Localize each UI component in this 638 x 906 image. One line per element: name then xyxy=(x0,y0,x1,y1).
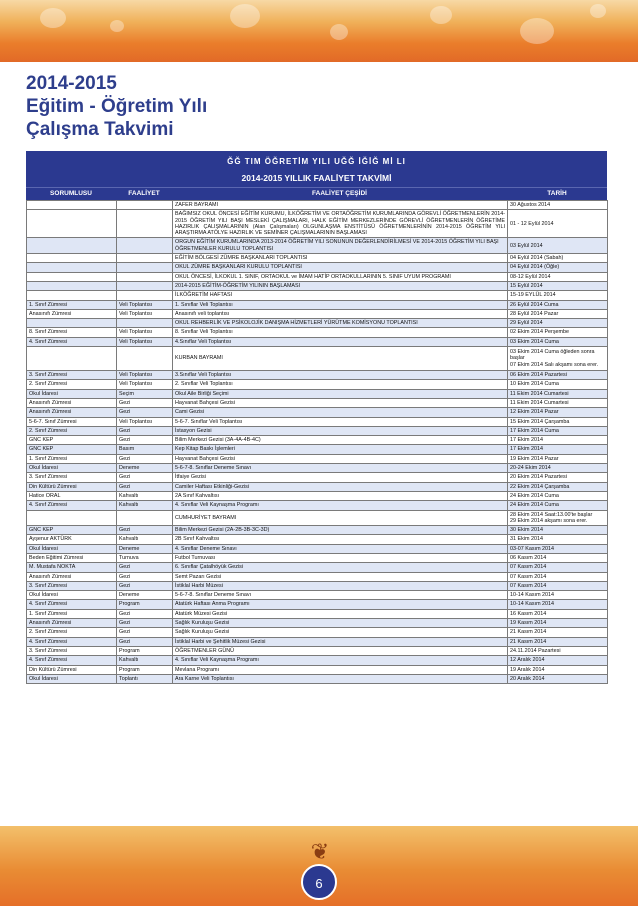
cell-date: 21 Kasım 2014 xyxy=(508,637,608,646)
table-row xyxy=(27,674,608,683)
cell-activity-type: EĞİTİM BÖLGESİ ZÜMRE BAŞKANLARI TOPLANTISI xyxy=(173,254,508,263)
cell-activity-type: 2B Sınıf Kahvaltısı xyxy=(173,535,508,544)
cell-activity-type: Anasınıfı veli toplantısı xyxy=(173,309,508,318)
table-row xyxy=(27,201,608,210)
cell-activity-type: Bilim Merkezi Gezisi (2A-2B-3B-3C-3D) xyxy=(173,526,508,535)
cell-date: 03 Eylül 2014 xyxy=(508,238,608,254)
cell-responsible: Anasınıfı Zümresi xyxy=(27,572,117,581)
table-row xyxy=(27,380,608,389)
cell-activity: Gezi xyxy=(117,581,173,590)
cell-responsible: 4. Sınıf Zümresi xyxy=(27,637,117,646)
table-row xyxy=(27,501,608,510)
cell-activity xyxy=(117,281,173,290)
table-row xyxy=(27,526,608,535)
cell-activity: Veli Toplantısı xyxy=(117,300,173,309)
cell-activity-type: 1. Sınıflar Veli Toplantısı xyxy=(173,300,508,309)
cell-activity-type: 3.Sınıflar Veli Toplantısı xyxy=(173,371,508,380)
table-row xyxy=(27,600,608,609)
cell-activity-type: CUMHURİYET BAYRAMI xyxy=(173,510,508,526)
cell-activity-type: 2. Sınıflar Veli Toplantısı xyxy=(173,380,508,389)
table-row xyxy=(27,572,608,581)
cell-activity-type: BAĞIMSIZ OKUL ÖNCESİ EĞİTİM KURUMU, İLKÖĞRETİM VE ORTAÖĞRETİM KURUMLARINDA GÖREVLİ ÖĞRETMENLERİN 2014-2015 ÖĞRETİM YILI BAŞI MESLEKİ ÇALIŞMALARI, HALK EĞİTİM MERKEZLERİNDE GÖREVLİ ÖĞRETMENLERİN ÖĞRETİME HAZIRLIK ÇALIŞMALARININ (Alan Çalışmaları) OLGUNLAŞMA ENSTİTÜSÜ ÖĞRETMENLERİNİN 2014-2015 ÖĞRETİM YILI ARAŞTIRMA ATÖLYE HAZIRLIK VE SEMİNER ÇALIŞMALARININ BAŞLAMASI xyxy=(173,210,508,238)
cell-activity: Kahvaltı xyxy=(117,656,173,665)
table-row xyxy=(27,436,608,445)
cell-activity: Program xyxy=(117,646,173,655)
activity-calendar-table xyxy=(26,151,607,684)
cell-activity-type: OKUL REHBERLİK VE PSİKOLOJİK DANIŞMA HİZMETLERİ YÜRÜTME KOMİSYONU TOPLANTISI xyxy=(173,319,508,328)
cell-activity: Gezi xyxy=(117,619,173,628)
table-row xyxy=(27,454,608,463)
table-row xyxy=(27,319,608,328)
cell-date: 03 Ekim 2014 Cuma xyxy=(508,337,608,346)
cell-activity: Basım xyxy=(117,445,173,454)
cell-activity-type: Hayvanat Bahçesi Gezisi xyxy=(173,398,508,407)
cell-activity-type: 4. Sınıflar Deneme Sınavı xyxy=(173,544,508,553)
table-row xyxy=(27,408,608,417)
cell-responsible xyxy=(27,238,117,254)
cell-date: 22 Ekim 2014 Çarşamba xyxy=(508,482,608,491)
cell-date: 03-07 Kasım 2014 xyxy=(508,544,608,553)
top-decorative-banner xyxy=(0,0,638,62)
cell-activity: Gezi xyxy=(117,454,173,463)
cell-activity-type: İstasyon Gezisi xyxy=(173,426,508,435)
table-row xyxy=(27,300,608,309)
cell-responsible: Okul İdaresi xyxy=(27,389,117,398)
cell-responsible: Okul İdaresi xyxy=(27,674,117,683)
cell-responsible: GNC KEP xyxy=(27,445,117,454)
cell-activity-type: 5-6-7-8. Sınıflar Deneme Sınavı xyxy=(173,591,508,600)
cell-activity-type: 2014-2015 EĞİTİM-ÖĞRETİM YILININ BAŞLAMASI xyxy=(173,281,508,290)
cell-activity-type: Sağlık Kuruluşu Gezisi xyxy=(173,619,508,628)
cell-date: 11 Ekim 2014 Cumartesi xyxy=(508,389,608,398)
cell-responsible: Din Kültürü Zümresi xyxy=(27,482,117,491)
cell-responsible xyxy=(27,263,117,272)
col-header-activity: FAALİYET xyxy=(128,190,160,197)
cell-activity: Gezi xyxy=(117,426,173,435)
cell-activity xyxy=(117,272,173,281)
cell-date: 07 Kasım 2014 xyxy=(508,572,608,581)
table-row xyxy=(27,491,608,500)
cell-activity-type: Semt Pazarı Gezisi xyxy=(173,572,508,581)
cell-activity: Gezi xyxy=(117,436,173,445)
cell-responsible: Din Kültürü Zümresi xyxy=(27,665,117,674)
cell-responsible: Ayşenur AKTÜRK xyxy=(27,535,117,544)
cell-responsible: 4. Sınıf Zümresi xyxy=(27,656,117,665)
cell-activity: Gezi xyxy=(117,408,173,417)
cell-responsible: Okul İdaresi xyxy=(27,591,117,600)
cell-activity xyxy=(117,263,173,272)
col-header-responsible: SORUMLUSU xyxy=(50,190,92,197)
cell-responsible: Anasınıfı Zümresi xyxy=(27,619,117,628)
cell-activity: Gezi xyxy=(117,572,173,581)
cell-date: 24.11.2014 Pazartesi xyxy=(508,646,608,655)
cell-responsible xyxy=(27,291,117,300)
cell-activity-type: ZAFER BAYRAMI xyxy=(173,201,508,210)
table-row xyxy=(27,482,608,491)
cell-responsible: GNC KEP xyxy=(27,526,117,535)
table-row xyxy=(27,238,608,254)
cell-responsible xyxy=(27,347,117,371)
cell-activity: Toplantı xyxy=(117,674,173,683)
cell-date: 17 Ekim 2014 Cuma xyxy=(508,426,608,435)
cell-responsible: 5-6-7. Sınıf Zümresi xyxy=(27,417,117,426)
cell-activity-type: İstiklal Harbi ve Şehitlik Müzesi Gezisi xyxy=(173,637,508,646)
cell-responsible: 2. Sınıf Zümresi xyxy=(27,426,117,435)
table-row xyxy=(27,473,608,482)
cell-responsible xyxy=(27,319,117,328)
cell-activity-type: İstiklal Harbi Müzesi xyxy=(173,581,508,590)
table-row xyxy=(27,609,608,618)
cell-activity-type: OKUL ÖNCESİ, İLKOKUL 1. SINIF, ORTAOKUL ve İMAM HATİP ORTAOKULLARININ 5. SINIF UYUM PROGRAMI xyxy=(173,272,508,281)
cell-responsible: Anasınıfı Zümresi xyxy=(27,309,117,318)
cell-activity-type: İtfaiye Gezisi xyxy=(173,473,508,482)
cell-responsible xyxy=(27,510,117,526)
cell-activity: Kahvaltı xyxy=(117,535,173,544)
cell-date: 12 Ekim 2014 Pazar xyxy=(508,408,608,417)
cell-activity-type: ÖĞRETMENLER GÜNÜ xyxy=(173,646,508,655)
table-row xyxy=(27,272,608,281)
table-row xyxy=(27,628,608,637)
cell-activity-type: Kep Kitap Baskı İşlemleri xyxy=(173,445,508,454)
cell-activity-type: 5-6-7. Sınıflar Veli Toplantısı xyxy=(173,417,508,426)
table-row xyxy=(27,637,608,646)
table-row xyxy=(27,263,608,272)
cell-date: 21 Kasım 2014 xyxy=(508,628,608,637)
cell-activity xyxy=(117,510,173,526)
cell-responsible xyxy=(27,201,117,210)
column-headers xyxy=(26,187,607,200)
table-row xyxy=(27,591,608,600)
table-row xyxy=(27,656,608,665)
col-header-date: TARİH xyxy=(547,190,567,197)
cell-activity xyxy=(117,254,173,263)
cell-activity-type: Atatürk Haftası Anma Programı xyxy=(173,600,508,609)
cell-responsible: 4. Sınıf Zümresi xyxy=(27,501,117,510)
heading-subtitle: Eğitim - Öğretim Yılı xyxy=(26,96,208,117)
table-row xyxy=(27,510,608,526)
cell-responsible: 3. Sınıf Zümresi xyxy=(27,473,117,482)
cell-date: 19 Ekim 2014 Pazar xyxy=(508,454,608,463)
cell-responsible xyxy=(27,272,117,281)
cell-activity-type: 2A Sınıf Kahvaltısı xyxy=(173,491,508,500)
cell-activity xyxy=(117,319,173,328)
cell-responsible: 4. Sınıf Zümresi xyxy=(27,337,117,346)
cell-activity: Veli Toplantısı xyxy=(117,337,173,346)
table-row xyxy=(27,553,608,562)
cell-activity-type: Okul Aile Birliği Seçimi xyxy=(173,389,508,398)
table-row xyxy=(27,210,608,238)
table-row xyxy=(27,464,608,473)
cell-activity: Veli Toplantısı xyxy=(117,328,173,337)
cell-activity xyxy=(117,238,173,254)
cell-date: 28 Eylül 2014 Pazar xyxy=(508,309,608,318)
cell-responsible: GNC KEP xyxy=(27,436,117,445)
cell-activity: Gezi xyxy=(117,398,173,407)
cell-responsible: 1. Sınıf Zümresi xyxy=(27,454,117,463)
calendar-rows xyxy=(26,200,608,684)
col-header-activity-type: FAALİYET ÇEŞİDİ xyxy=(312,190,367,197)
cell-activity: Kahvaltı xyxy=(117,491,173,500)
cell-date: 30 Ağustos 2014 xyxy=(508,201,608,210)
table-row xyxy=(27,291,608,300)
table-row xyxy=(27,619,608,628)
cell-date: 30 Ekim 2014 xyxy=(508,526,608,535)
cell-activity: Veli Toplantısı xyxy=(117,309,173,318)
cell-date: 24 Ekim 2014 Cuma xyxy=(508,501,608,510)
table-row xyxy=(27,581,608,590)
ornament-icon: ❦ xyxy=(310,839,330,864)
cell-responsible: Anasınıfı Zümresi xyxy=(27,398,117,407)
cell-responsible xyxy=(27,254,117,263)
table-row xyxy=(27,544,608,553)
cell-date: 28 Ekim 2014 Saat:13.00'te başlar 29 Ekim 2014 akşamı sona erer. xyxy=(508,510,608,526)
cell-date: 16 Kasım 2014 xyxy=(508,609,608,618)
cell-date: 06 Ekim 2014 Pazartesi xyxy=(508,371,608,380)
table-row xyxy=(27,398,608,407)
cell-activity xyxy=(117,210,173,238)
cell-activity-type: Hayvanat Bahçesi Gezisi xyxy=(173,454,508,463)
table-row xyxy=(27,347,608,371)
table-row xyxy=(27,665,608,674)
cell-activity: Gezi xyxy=(117,609,173,618)
cell-date: 03 Ekim 2014 Cuma öğleden sonra başlar 07 Ekim 2014 Salı akşamı sona erer. xyxy=(508,347,608,371)
cell-responsible: Anasınıfı Zümresi xyxy=(27,408,117,417)
cell-activity: Gezi xyxy=(117,526,173,535)
table-garbled-title: ĞĞ TIM ÖĞRETİM YILI UĞĞ İĞİĞ Mİ LI xyxy=(227,157,406,166)
cell-activity-type: İLKÖĞRETİM HAFTASI xyxy=(173,291,508,300)
table-header xyxy=(26,151,607,187)
cell-activity-type: 4. Sınıflar Veli Kaynaşma Programı xyxy=(173,501,508,510)
table-row xyxy=(27,563,608,572)
cell-date: 10-14 Kasım 2014 xyxy=(508,600,608,609)
heading-calendar: Çalışma Takvimi xyxy=(26,119,174,140)
cell-activity: Seçim xyxy=(117,389,173,398)
cell-date: 29 Eylül 2014 xyxy=(508,319,608,328)
cell-activity: Deneme xyxy=(117,464,173,473)
cell-activity: Gezi xyxy=(117,482,173,491)
table-row xyxy=(27,254,608,263)
table-row xyxy=(27,389,608,398)
cell-date: 20 Ekim 2014 Pazartesi xyxy=(508,473,608,482)
cell-activity: Gezi xyxy=(117,637,173,646)
cell-date: 08-12 Eylül 2014 xyxy=(508,272,608,281)
table-row xyxy=(27,281,608,290)
cell-date: 11 Ekim 2014 Cumartesi xyxy=(508,398,608,407)
cell-date: 17 Ekim 2014 xyxy=(508,436,608,445)
cell-date: 15 Ekim 2014 Çarşamba xyxy=(508,417,608,426)
cell-date: 07 Kasım 2014 xyxy=(508,581,608,590)
cell-activity xyxy=(117,347,173,371)
table-row xyxy=(27,426,608,435)
cell-activity xyxy=(117,291,173,300)
cell-responsible: 8. Sınıf Zümresi xyxy=(27,328,117,337)
cell-activity-type: 5-6-7-8. Sınıflar Deneme Sınavı xyxy=(173,464,508,473)
cell-date: 31 Ekim 2014 xyxy=(508,535,608,544)
cell-responsible: M. Mustafa NOKTA xyxy=(27,563,117,572)
table-row xyxy=(27,445,608,454)
table-title: 2014-2015 YILLIK FAALİYET TAKVİMİ xyxy=(241,173,392,183)
cell-date: 26 Eylül 2014 Cuma xyxy=(508,300,608,309)
cell-activity: Gezi xyxy=(117,473,173,482)
cell-activity-type: Futbol Turnuvası xyxy=(173,553,508,562)
cell-activity: Veli Toplantısı xyxy=(117,371,173,380)
cell-activity-type: Bilim Merkezi Gezisi (3A-4A-4B-4C) xyxy=(173,436,508,445)
cell-date: 02 Ekim 2014 Perşembe xyxy=(508,328,608,337)
cell-date: 01 - 12 Eylül 2014 xyxy=(508,210,608,238)
cell-activity-type: ORGUN EĞİTİM KURUMLARINDA 2013-2014 ÖĞRETİM YILI SONUNUN DEĞERLENDİRİLMESİ VE 2014-2015 ÖĞRETİM YILI BAŞI ÖĞRETMENLER KURULU TOPLANTISI xyxy=(173,238,508,254)
cell-responsible: Hatice ORAL xyxy=(27,491,117,500)
cell-activity: Turnuva xyxy=(117,553,173,562)
cell-activity: Gezi xyxy=(117,563,173,572)
cell-date: 06 Kasım 2014 xyxy=(508,553,608,562)
cell-date: 15 Eylül 2014 xyxy=(508,281,608,290)
cell-responsible xyxy=(27,210,117,238)
cell-date: 19 Aralık 2014 xyxy=(508,665,608,674)
cell-responsible: Okul İdaresi xyxy=(27,464,117,473)
cell-responsible: 2. Sınıf Zümresi xyxy=(27,628,117,637)
cell-date: 12 Aralık 2014 xyxy=(508,656,608,665)
table-row xyxy=(27,417,608,426)
table-row xyxy=(27,646,608,655)
cell-date: 24 Ekim 2014 Cuma xyxy=(508,491,608,500)
cell-activity: Kahvaltı xyxy=(117,501,173,510)
cell-date: 04 Eylül 2014 (Sabah) xyxy=(508,254,608,263)
cell-activity-type: Ara Karne Veli Toplantısı xyxy=(173,674,508,683)
cell-responsible: 3. Sınıf Zümresi xyxy=(27,581,117,590)
cell-activity: Deneme xyxy=(117,544,173,553)
cell-responsible: 3. Sınıf Zümresi xyxy=(27,371,117,380)
cell-activity-type: 4. Sınıflar Veli Kaynaşma Programı xyxy=(173,656,508,665)
cell-activity-type: 8. Sınıflar Veli Toplantısı xyxy=(173,328,508,337)
cell-activity-type: KURBAN BAYRAMI xyxy=(173,347,508,371)
cell-activity: Veli Toplantısı xyxy=(117,417,173,426)
cell-activity-type: Camiler Haftası Etkinliği-Gezisi xyxy=(173,482,508,491)
cell-activity-type: Cami Gezisi xyxy=(173,408,508,417)
cell-responsible: 3. Sınıf Zümresi xyxy=(27,646,117,655)
cell-date: 10 Ekim 2014 Cuma xyxy=(508,380,608,389)
cell-responsible: Beden Eğitimi Zümresi xyxy=(27,553,117,562)
cell-date: 17 Ekim 2014 xyxy=(508,445,608,454)
table-row xyxy=(27,328,608,337)
cell-date: 04 Eylül 2014 (Öğle) xyxy=(508,263,608,272)
cell-activity-type: Sağlık Kuruluşu Gezisi xyxy=(173,628,508,637)
cell-responsible: 4. Sınıf Zümresi xyxy=(27,600,117,609)
cell-responsible: 1. Sınıf Zümresi xyxy=(27,609,117,618)
cell-date: 10-14 Kasım 2014 xyxy=(508,591,608,600)
table-row xyxy=(27,535,608,544)
cell-date: 07 Kasım 2014 xyxy=(508,563,608,572)
cell-activity: Program xyxy=(117,665,173,674)
cell-date: 15-19 EYLÜL 2014 xyxy=(508,291,608,300)
page-number-badge: 6 xyxy=(301,864,337,900)
cell-activity: Deneme xyxy=(117,591,173,600)
cell-date: 20-24 Ekim 2014 xyxy=(508,464,608,473)
cell-activity: Gezi xyxy=(117,628,173,637)
cell-responsible: 2. Sınıf Zümresi xyxy=(27,380,117,389)
cell-date: 19 Kasım 2014 xyxy=(508,619,608,628)
cell-activity-type: 4.Sınıflar Veli Toplantısı xyxy=(173,337,508,346)
cell-activity-type: Atatürk Müzesi Gezisi xyxy=(173,609,508,618)
cell-activity: Veli Toplantısı xyxy=(117,380,173,389)
table-row xyxy=(27,309,608,318)
heading-year: 2014-2015 xyxy=(26,73,117,94)
page-heading xyxy=(26,72,207,141)
cell-date: 20 Aralık 2014 xyxy=(508,674,608,683)
table-row xyxy=(27,371,608,380)
cell-activity-type: OKUL ZÜMRE BAŞKANLARI KURULU TOPLANTISI xyxy=(173,263,508,272)
cell-responsible xyxy=(27,281,117,290)
cell-activity xyxy=(117,201,173,210)
cell-activity-type: Mevlana Programı xyxy=(173,665,508,674)
cell-responsible: Okul İdaresi xyxy=(27,544,117,553)
cell-activity: Program xyxy=(117,600,173,609)
cell-responsible: 1. Sınıf Zümresi xyxy=(27,300,117,309)
table-row xyxy=(27,337,608,346)
cell-activity-type: 6. Sınıflar Çatalhöyük Gezisi xyxy=(173,563,508,572)
